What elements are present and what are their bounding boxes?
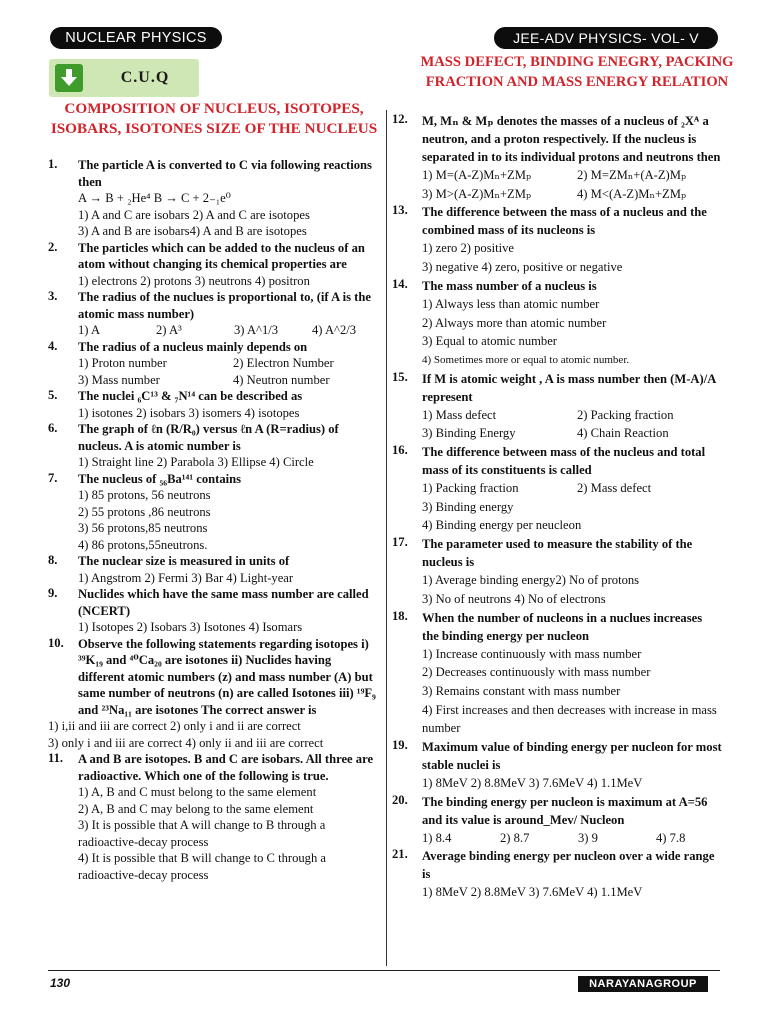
question-text: The radius of a nucleus mainly depends on [78,339,308,354]
option-line: 3) negative 4) zero, positive or negative [422,260,623,275]
question-text: M, Mₙ & Mₚ denotes the masses of a nucleus of ₂Xᴬ a neutron, and a proton respectively. If the nucleus is separated in to its individual protons and neutrons then [422,114,721,164]
question-text: The particles which can be added to the nucleus of an atom without changing its chemical properties are [78,240,365,271]
option-line: 3) Remains constant with mass number [422,683,621,698]
question-item [48,388,378,421]
question-text: The particle A is converted to C via following reactions then [78,158,372,189]
option-line: 2) Decreases continuously with mass number [422,665,651,680]
question-number: 17. [392,535,408,550]
question-number: 11. [48,751,64,765]
question-item [48,157,378,240]
option: 4) 7.8 [656,830,686,845]
option-line: 1) Increase continuously with mass number [422,646,642,661]
option-line: 3) It is possible that A will change to B through a radioactive-decay process [78,818,326,849]
option-line: 1) Straight line 2) Parabola 3) Ellipse 4) Circle [78,455,314,469]
option: 3) 9 [578,830,598,845]
option: 1) 8.4 [422,830,452,845]
option-line: 3) 56 protons,85 neutrons [78,521,208,535]
question-number: 16. [392,443,408,458]
option-line: 1) zero 2) positive [422,241,514,256]
question-text: The difference between the mass of a nucleus and the combined mass of its nucleons is [422,205,707,238]
question-number: 3. [48,289,58,303]
question-text: The nuclei ₆C¹³ & ₇N¹⁴ can be described as [78,389,303,403]
question-number: 4. [48,338,58,353]
option-line: 2) A, B and C may belong to the same element [78,801,314,816]
option: 1) M=(A-Z)Mₙ+ZMₚ [422,168,531,182]
question-number: 13. [392,203,408,218]
option: 4) M<(A-Z)Mₙ+ZMₚ [577,186,686,201]
right-question-column [392,112,722,902]
option-grid [422,479,722,498]
option-line: 4) It is possible that B will change to C through a radioactive-decay process [78,851,326,882]
question-item [48,339,378,389]
question-number: 8. [48,553,58,567]
question-text: The binding energy per nucleon is maximum at A=56 and its value is around_Mev/ Nucleon [422,794,708,827]
right-section-title: MASS DEFECT, BINDING ENEGRY, PACKING FRACTION AND MASS ENERGY RELATION [420,54,734,90]
question-number: 7. [48,470,58,485]
publisher-brand: NARAYANAGROUP [578,976,708,992]
question-text: The graph of ℓn (R/R₀) versus ℓn A (R=radius) of nucleus. A is atomic number is [78,422,339,453]
question-item [392,203,722,276]
question-text: A and B are isotopes. B and C are isobars. All three are radioactive. Which one of the following is true. [78,752,374,783]
option-line: 4) Binding energy per neucleon [422,518,582,533]
question-number: 5. [48,388,58,402]
question-number: 1. [48,157,58,171]
option-line: 1) Angstrom 2) Fermi 3) Bar 4) Light-year [78,570,294,585]
option-line: 1) i,ii and iii are correct 2) only i and ii are correct [48,719,301,733]
question-text: Average binding energy per nucleon over a wide range is [422,849,715,882]
option-line: 3) No of neutrons 4) No of electrons [422,591,606,606]
question-text: The mass number of a nucleus is [422,278,597,293]
question-number: 2. [48,239,58,254]
question-number: 21. [392,847,408,862]
question-item [48,421,378,471]
question-item [392,443,722,535]
option-line: 1) 8MeV 2) 8.8MeV 3) 7.6MeV 4) 1.1MeV [422,776,643,791]
question-number: 14. [392,276,408,291]
question-item [392,112,722,203]
option: 3) A^1/3 [234,323,279,337]
option: 2) A³ [156,323,182,337]
option: 4) Chain Reaction [577,426,669,441]
question-number: 15. [392,369,408,384]
option-line: 1) A, B and C must belong to the same element [78,785,317,799]
option-grid [422,406,722,443]
book-title-badge: JEE-ADV PHYSICS- VOL- V [494,27,718,49]
option-line: 1) Isotopes 2) Isobars 3) Isotones 4) Isomars [78,620,303,634]
question-text: The radius of the nuclues is proportional to, (if A is the atomic mass number) [78,290,371,321]
option-line: 1) electrons 2) protons 3) neutrons 4) positron [78,273,310,288]
option-line: 3) Equal to atomic number [422,334,557,349]
page-number: 130 [50,976,71,990]
question-item [48,553,378,586]
option: 2) Packing fraction [577,407,674,422]
question-item [392,535,722,608]
option-line: 1) isotones 2) isobars 3) isomers 4) isotopes [78,405,300,420]
cuq-banner [49,59,199,97]
option: 1) Mass defect [422,407,497,422]
option: 4) A^2/3 [312,323,357,337]
option-line: 4) 86 protons,55neutrons. [78,537,208,552]
question-item [48,586,378,636]
left-question-column [48,157,378,883]
question-text: Maximum value of binding energy per nucleon for most stable nuclei is [422,740,722,773]
option-line: 1) 85 protons, 56 neutrons [78,488,211,502]
question-item [392,847,722,902]
option-line: 4) Sometimes more or equal to atomic number. [422,353,630,366]
question-item [392,370,722,443]
column-divider [386,110,387,966]
option-line: 3) only i and iii are correct 4) only ii and iii are correct [48,735,324,750]
question-item [48,751,378,883]
option-line: 1) A and C are isobars 2) A and C are isotopes [78,207,310,222]
question-number: 9. [48,586,58,600]
option-line: 4) First increases and then decreases with increase in mass number [422,702,717,736]
option: 3) M>(A-Z)Mₙ+ZMₚ [422,186,531,201]
option: 4) Neutron number [233,372,330,387]
option-line: 3) A and B are isobars4) A and B are isotopes [78,224,307,238]
option-line: 1) 8MeV 2) 8.8MeV 3) 7.6MeV 4) 1.1MeV [422,885,643,900]
question-text: When the number of nucleons in a nuclues increases the binding energy per nucleon [422,610,703,643]
question-number: 12. [392,112,408,126]
question-item [48,289,378,339]
question-item [48,636,378,752]
question-text: The nuclear size is measured in units of [78,554,290,568]
question-text: The difference between mass of the nucleus and total mass of its constituents is called [422,445,706,478]
option: 2) Mass defect [577,481,652,496]
question-text: The parameter used to measure the stability of the nucleus is [422,537,693,570]
question-number: 6. [48,421,58,435]
option-line: 2) Always more than atomic number [422,315,607,330]
option-grid [422,829,722,848]
question-item [48,240,378,290]
left-section-title: COMPOSITION OF NUCLEUS, ISOTOPES, ISOBARS, ISOTONES SIZE OF THE NUCLEUS [50,100,378,137]
question-item [48,471,378,554]
option-grid [422,166,722,203]
option: 2) Electron Number [233,356,334,370]
option: 2) M=ZMₙ+(A-Z)Mₚ [577,168,686,182]
option-line: 1) Average binding energy2) No of protons [422,573,640,588]
question-text: The nucleus of ₅₆Ba¹⁴¹ contains [78,471,242,486]
chapter-title-badge: NUCLEAR PHYSICS [50,27,222,49]
cuq-label: C.U.Q [120,69,170,86]
question-item [392,609,722,739]
option: 1) Packing fraction [422,481,519,496]
option-grid [78,322,378,339]
question-text: Observe the following statements regarding isotopes i) ³⁹K₁₉ and ⁴⁰Ca₂₀ are isotones ii) Nuclides having different atomic numbers (z) and mass number (A) but same number of neutrons (n) are called Isotones iii) ¹⁹F₉ and ²³Na₁₁ are isotones The correct answer is [78,636,376,717]
question-item [392,738,722,793]
option-line: 2) 55 protons ,86 neutrons [78,504,211,519]
question-number: 10. [48,635,64,650]
question-number: 19. [392,738,408,753]
option-line: A → B + ₂He⁴ B → C + 2₋₁e⁰ [78,191,231,205]
option-line: 1) Always less than atomic number [422,296,600,311]
option: 1) Proton number [78,356,167,370]
question-item [392,277,722,370]
option-grid [78,355,378,388]
option: 2) 8.7 [500,830,530,845]
option-line: 3) Binding energy [422,499,514,514]
question-item [392,793,722,848]
question-text: Nuclides which have the same mass number are called (NCERT) [78,587,369,618]
download-arrow-icon [55,64,83,92]
question-text: If M is atomic weight , A is mass number then (M-A)/A represent [422,371,716,404]
option: 3) Mass number [78,372,160,387]
option: 3) Binding Energy [422,426,516,441]
footer-rule [48,970,720,971]
question-number: 20. [392,792,408,807]
option: 1) A [78,323,101,337]
question-number: 18. [392,608,408,623]
